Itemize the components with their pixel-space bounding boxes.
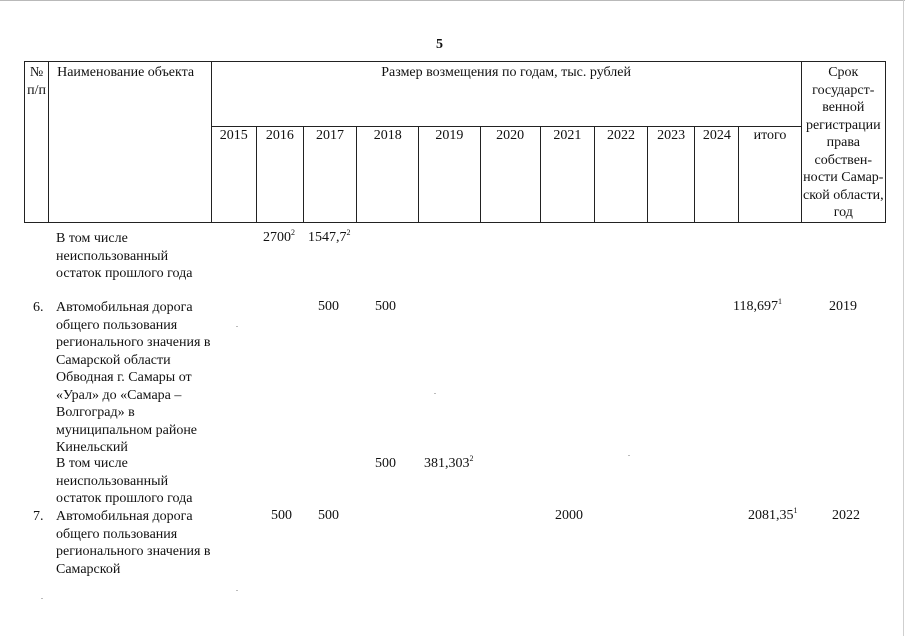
header-year: 2019 xyxy=(419,126,480,222)
cell-2019: 381,303$^2$ xyxy=(424,454,474,471)
header-year: 2021 xyxy=(540,126,594,222)
cell-term: 2022 xyxy=(832,508,860,523)
table-header xyxy=(24,61,886,223)
cell-2021: 2000 xyxy=(555,508,583,523)
header-year: 2016 xyxy=(256,126,303,222)
header-compensation: Размер возмещения по годам, тыс. рублей xyxy=(211,62,801,127)
cell-2016: 2700$^2$ xyxy=(263,228,295,245)
row-name: Автомобильная дорога общего пользования регионального значения в Самарской xyxy=(56,509,211,577)
header-name: Наименование объекта xyxy=(49,62,212,223)
scan-speck xyxy=(628,455,630,456)
scan-edge-right xyxy=(903,0,904,636)
header-year: 2024 xyxy=(695,126,739,222)
header-term: Срок государст-венной регистрации права собствен-ности Самар-ской области, год xyxy=(801,62,885,223)
scan-speck xyxy=(434,393,436,394)
row-name: Автомобильная дорога общего пользования регионального значения в Самарской области Обводная г. Самары от «Урал» до «Самара – Волгоград» в муниципальном районе Кинельский xyxy=(56,300,211,455)
page-number: 5 xyxy=(436,37,443,52)
header-year: 2018 xyxy=(357,126,419,222)
header-year: 2022 xyxy=(594,126,647,222)
cell-total: 118,697$^1$ xyxy=(733,297,782,314)
header-year: 2023 xyxy=(648,126,695,222)
scan-speck xyxy=(41,598,43,599)
scan-edge xyxy=(0,0,905,1)
cell-term: 2019 xyxy=(829,299,857,314)
header-year: 2017 xyxy=(303,126,356,222)
cell-2018: 500 xyxy=(375,456,396,471)
cell-2017: 500 xyxy=(318,299,339,314)
cell-2017: 500 xyxy=(318,508,339,523)
scan-speck xyxy=(236,326,238,327)
header-num: № п/п xyxy=(25,62,49,223)
cell-2018: 500 xyxy=(375,299,396,314)
cell-2017: 1547,7$^2$ xyxy=(308,228,351,245)
header-year: 2020 xyxy=(480,126,540,222)
header-year: 2015 xyxy=(211,126,256,222)
row-number: 6. xyxy=(33,300,44,315)
header-total: итого xyxy=(739,126,801,222)
scan-speck xyxy=(236,590,238,591)
row-name: В том числе неиспользованный остаток прошлого года xyxy=(56,231,193,281)
row-name: В том числе неиспользованный остаток прошлого года xyxy=(56,456,193,506)
row-number: 7. xyxy=(33,509,44,524)
cell-total: 2081,35$^1$ xyxy=(748,506,798,523)
cell-2016: 500 xyxy=(271,508,292,523)
